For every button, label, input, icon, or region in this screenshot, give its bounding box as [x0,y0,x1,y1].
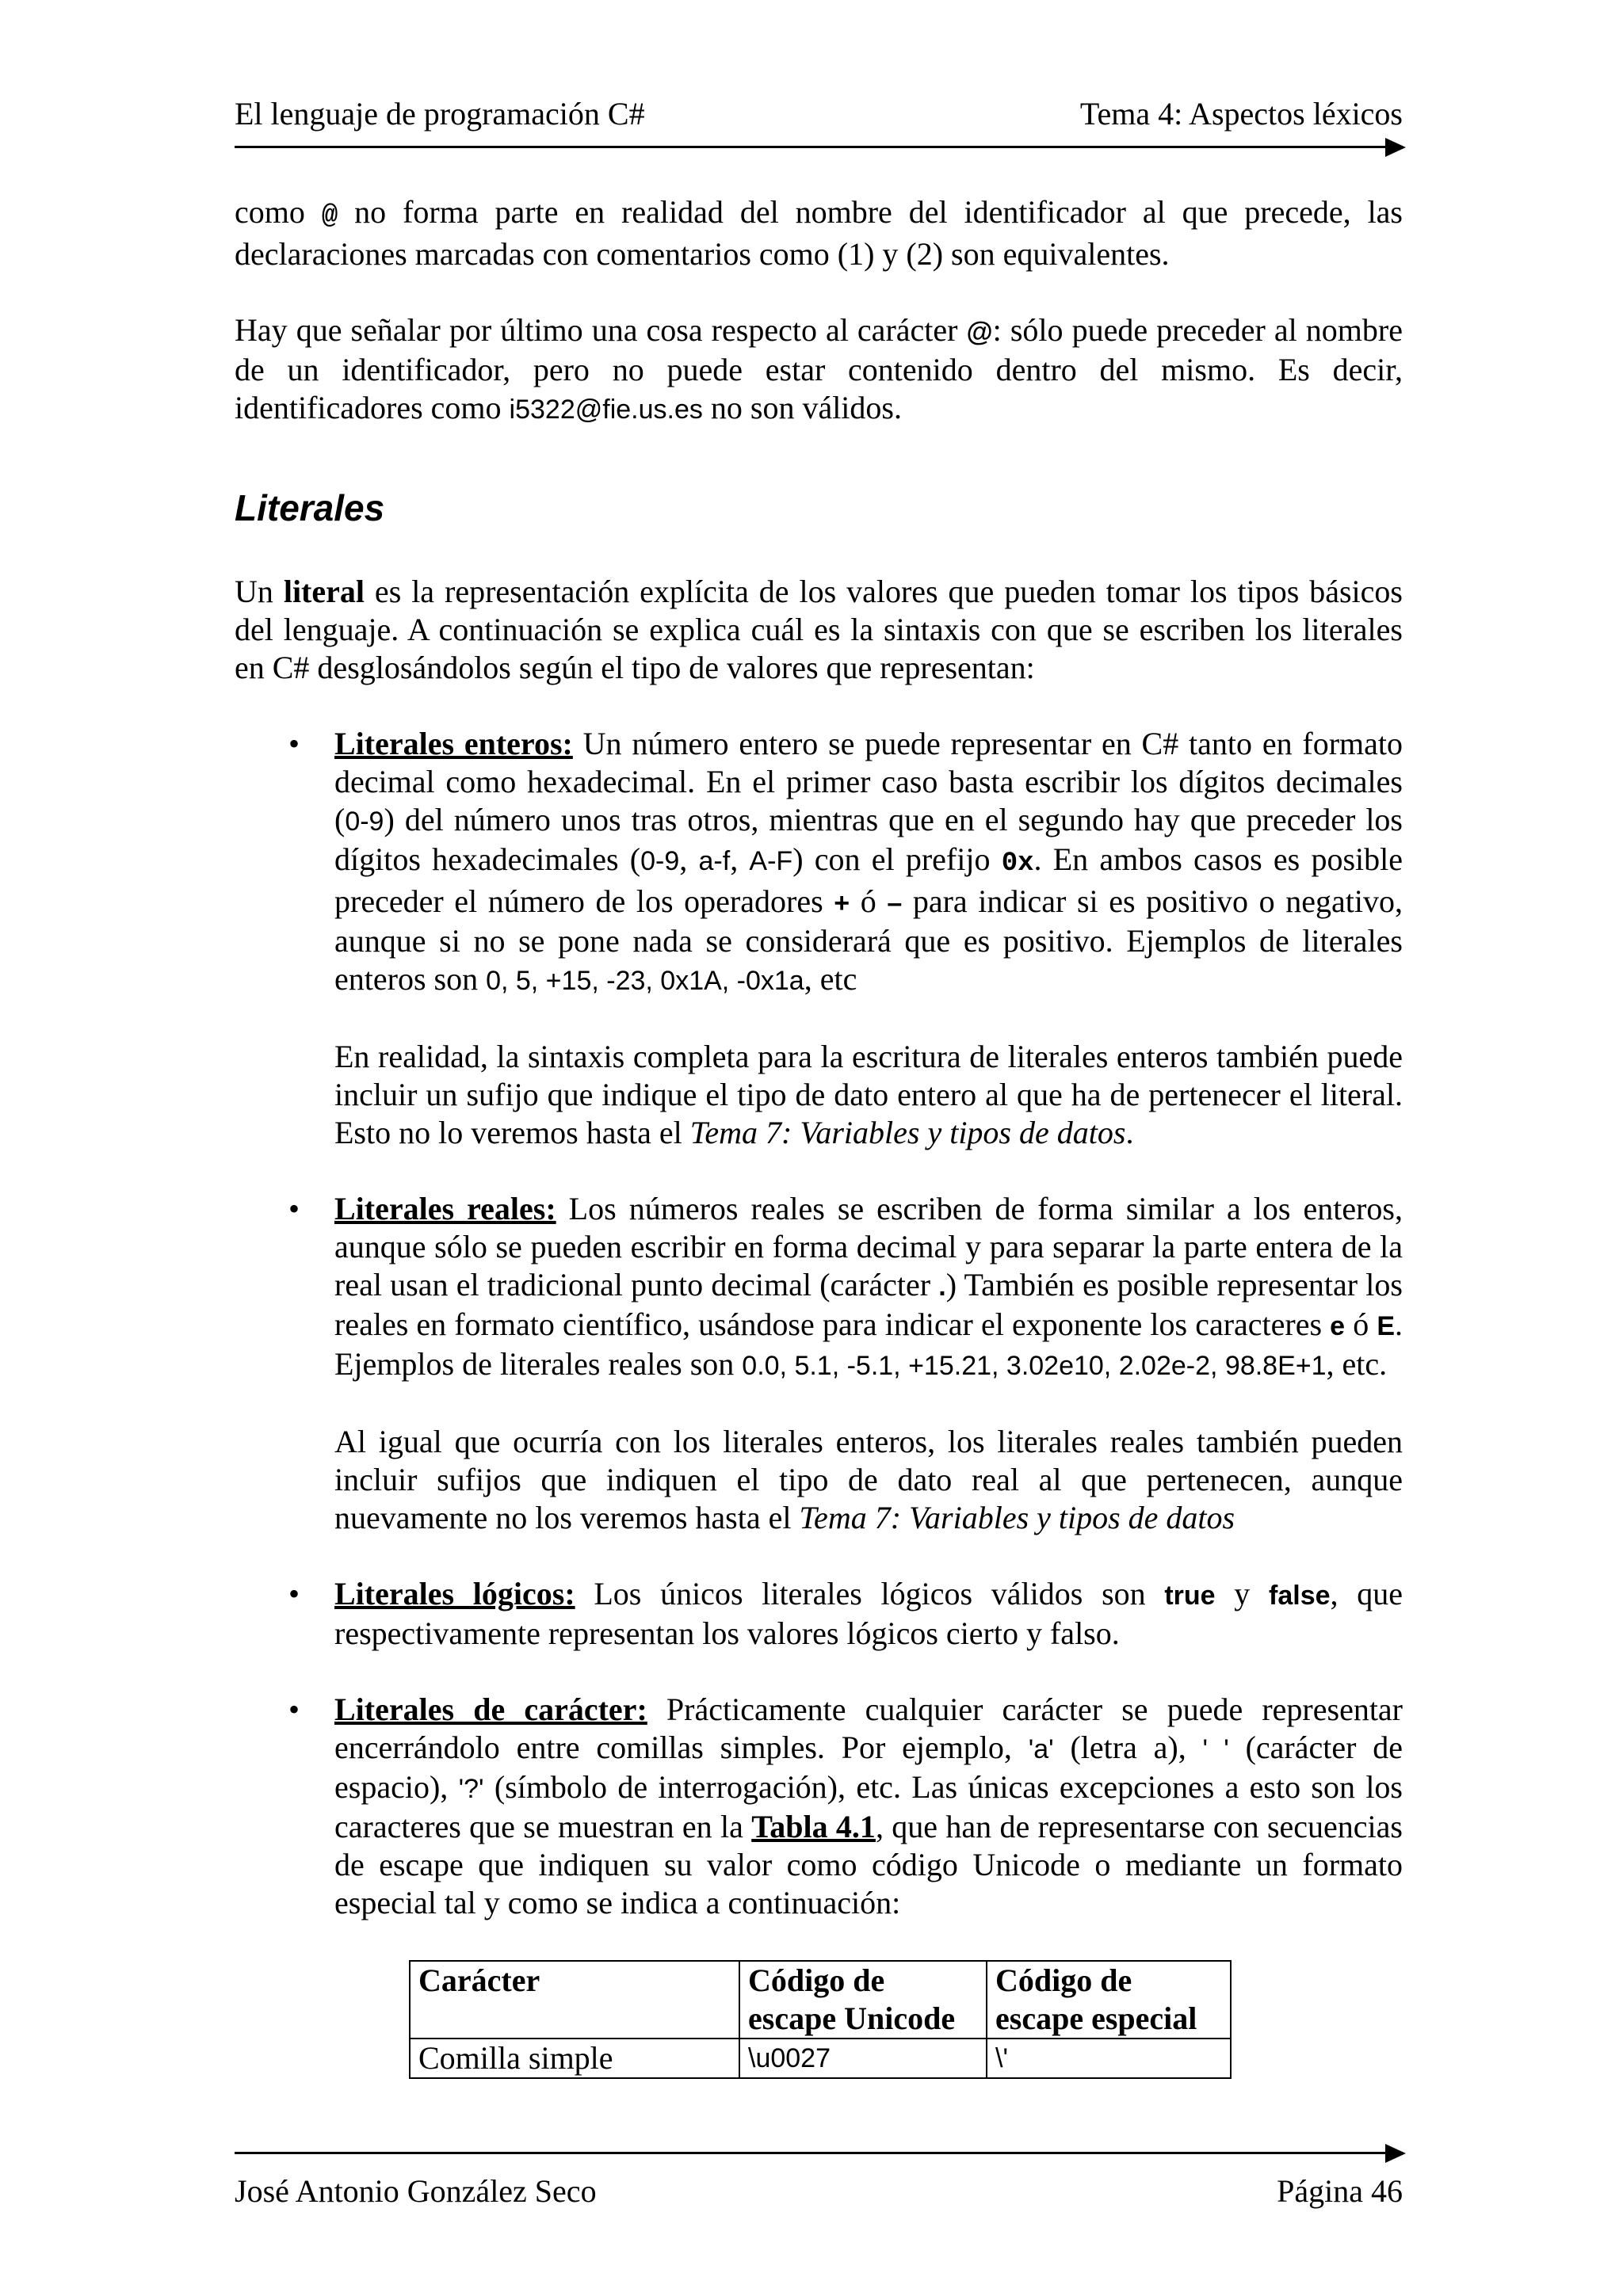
inline-code: E [1377,1311,1395,1341]
text: como [235,194,322,230]
inline-code: e [1330,1311,1346,1341]
text: ) del número unos tras otros, mientras que en el segundo hay que preceder los dígitos hexadecimales ( [334,802,1403,877]
footer-page-number: Página 46 [1277,2173,1403,2209]
inline-code: – [887,888,903,918]
col-header-especial: Código de escape especial [987,1961,1231,2039]
text: Los números reales se escriben de forma similar a los enteros, aunque sólo se pueden escribir en forma decimal y para separar la parte entera de la real usan el tradicional punto decimal (carácter [334,1191,1403,1302]
list-item-logicos [235,1575,1403,1653]
bullet-icon: • [288,1691,300,1727]
bold-term: literal [283,574,365,609]
text: es la representación explícita de los valores que pueden tomar los tipos básicos del lenguaje. A continuación se explica cuál es la sintaxis con que se escriben los literales en C# desglosándolos según el tipo de valores que representan: [235,574,1403,685]
escape-table [409,1960,1232,2079]
text: y [1215,1576,1270,1611]
text: . Ejemplos de literales reales son [334,1306,1403,1382]
cell-caracter: Comilla simple [410,2039,739,2078]
paragraph-2 [235,311,1403,429]
text: . En ambos casos es posible preceder el número de los operadores [334,841,1403,919]
text: Un [235,574,284,609]
item-label: Literales enteros: [334,726,573,761]
reales-paragraph [334,1190,1403,1385]
page-header [235,95,1403,139]
header-arrow-icon [1385,138,1406,157]
inline-code: 'a' [1028,1734,1054,1764]
text: para indicar si es positivo o negativo, aunque si no se pone nada se considerará que es positivo. Ejemplos de literales enteros son [334,883,1403,997]
text: no son válidos. [702,390,902,425]
enteros-note-paragraph [334,1038,1403,1152]
enteros-paragraph [334,725,1403,1000]
text: no forma parte en realidad del nombre del identificador al que precede, las declaraciones marcadas con comentarios como (1) y (2) son equivalentes. [235,194,1403,272]
inline-code: . [938,1272,946,1302]
item-label: Literales reales: [334,1191,556,1226]
caracter-paragraph [334,1691,1403,1922]
col-header-caracter: Carácter [410,1961,739,2039]
inline-code: @ [966,317,993,347]
enteros-note [235,1038,1403,1152]
header-rule [235,146,1388,148]
item-label: Literales de carácter: [334,1691,647,1727]
inline-code: @ [321,201,338,231]
inline-code: '?' [458,1774,484,1804]
bullet-icon: • [288,1191,300,1226]
text: Los únicos literales lógicos válidos son [575,1576,1165,1611]
chapter-reference: Tema 7: Variables y tipos de datos [799,1500,1235,1535]
text: , etc [804,961,857,997]
page-body [235,193,1403,2079]
text: Al igual que ocurría con los literales enteros, los literales reales también pueden incluir sufijos que indiquen el tipo de dato real al que pertenecen, aunque nuevamente no los veremos hasta el [334,1424,1403,1535]
item-label: Literales lógicos: [334,1576,575,1611]
inline-code: false [1269,1581,1331,1611]
inline-code: ' ' [1202,1734,1229,1764]
inline-code: 0.0, 5.1, -5.1, +15.21, 3.02e10, 2.02e-2, 98.8E+1 [742,1351,1327,1381]
text: ) También es posible representar los reales en formato científico, usándose para indicar el exponente los caracteres [334,1267,1403,1342]
bullet-icon: • [288,726,300,761]
inline-code: i5322@fie.us.es [509,395,703,425]
text: Un número entero se puede representar en C# tanto en formato decimal como hexadecimal. En el primer caso basta escribir los dígitos decimales ( [334,726,1403,837]
reales-note-paragraph [334,1423,1403,1537]
table-row [410,2039,1231,2078]
logicos-paragraph [334,1575,1403,1653]
header-book-title: El lenguaje de programación C# [235,96,645,132]
text: ó [1345,1306,1377,1342]
inline-code: true [1164,1581,1216,1611]
col-header-unicode: Código de escape Unicode [739,1961,987,2039]
text: , [679,841,699,877]
text: , [730,841,750,877]
table-header-row [410,1961,1231,2039]
reales-note [235,1423,1403,1537]
footer-rule [235,2152,1388,2154]
text: : sólo puede preceder al nombre de un identificador, pero no puede estar contenido dentro del mismo. Es decir, identificadores como [235,312,1403,425]
text: (letra a), [1053,1730,1203,1765]
inline-code: a-f [698,846,731,876]
list-item-caracter [235,1691,1403,1922]
paragraph-1 [235,193,1403,273]
cell-especial: \' [987,2039,1231,2078]
section-title: Literales [235,487,385,528]
bullet-icon: • [288,1576,300,1611]
inline-code: 0-9 [345,807,384,837]
footer-arrow-icon [1385,2144,1406,2163]
list-item-enteros [235,725,1403,1000]
inline-code: 0, 5, +15, -23, 0x1A, -0x1a [486,966,804,996]
text: En realidad, la sintaxis completa para la escritura de literales enteros también puede incluir un sufijo que indique el tipo de dato entero al que ha de pertenecer el literal. Esto no lo veremos hasta el [334,1039,1403,1150]
inline-code: 0x [1001,849,1034,879]
text: , que respectivamente representan los valores lógicos cierto y falso. [334,1576,1403,1651]
inline-code: 0-9 [640,846,680,876]
text: , que han de representarse con secuencias de escape que indiquen su valor como código Unicode o mediante un formato especial tal y como se indica a continuación: [334,1809,1403,1920]
intro-paragraph [235,573,1403,687]
chapter-reference: Tema 7: Variables y tipos de datos [689,1115,1126,1150]
header-chapter-title: Tema 4: Aspectos léxicos [1079,96,1403,132]
footer-author: José Antonio González Seco [235,2173,597,2209]
inline-code: + [834,888,850,918]
cell-unicode: \u0027 [739,2039,987,2078]
inline-code: A-F [749,846,793,876]
text: (carácter de espacio), [334,1730,1403,1805]
text: , etc. [1326,1346,1388,1382]
text: . [1125,1115,1134,1150]
table-reference-link[interactable]: Tabla 4.1 [751,1809,876,1844]
text: (símbolo de interrogación), etc. Las únicas excepciones a esto son los caracteres que se muestran en la [334,1769,1403,1844]
list-item-reales [235,1190,1403,1385]
text: ó [850,883,888,919]
text: Prácticamente cualquier carácter se puede representar encerrándolo entre comillas simples. Por ejemplo, [334,1691,1403,1765]
text: ) con el prefijo [792,841,1002,877]
text: Hay que señalar por último una cosa respecto al carácter [235,312,967,348]
